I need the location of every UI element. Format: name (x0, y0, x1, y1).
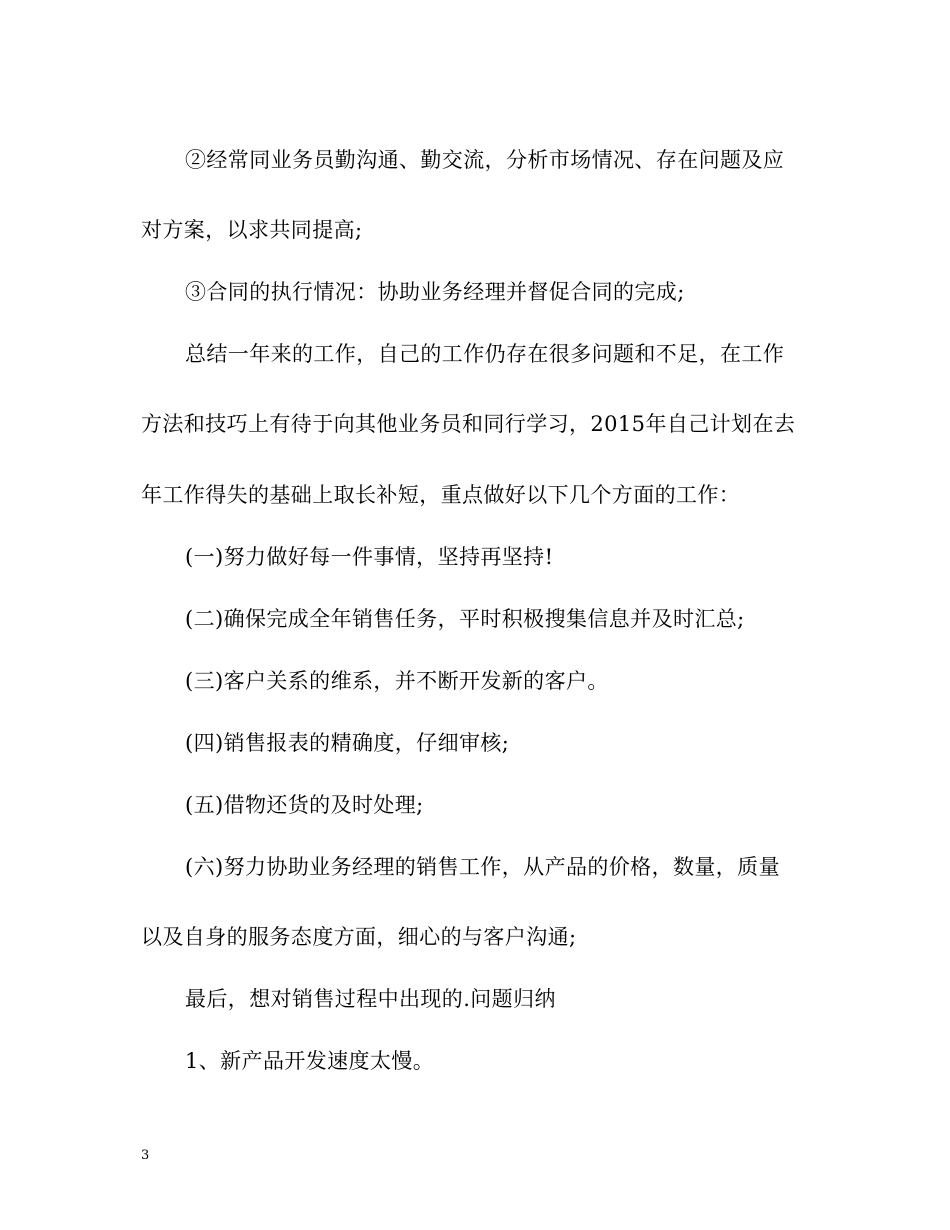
list-item: (四)销售报表的精确度，仔细审核; (185, 731, 510, 755)
list-item: (一)努力做好每一件事情，坚持再坚持! (185, 545, 554, 569)
list-item: (二)确保完成全年销售任务，平时积极搜集信息并及时汇总; (185, 607, 745, 631)
paragraph-line: 年工作得失的基础上取长补短，重点做好以下几个方面的工作： (141, 483, 741, 507)
paragraph-line: ③合同的执行情况：协助业务经理并督促合同的完成; (185, 280, 685, 304)
list-item: (六)努力协助业务经理的销售工作，从产品的价格，数量，质量 (185, 855, 780, 879)
paragraph-line: 对方案，以求共同提高; (141, 218, 363, 242)
paragraph-line: 最后，想对销售过程中出现的.问题归纳 (185, 987, 556, 1011)
paragraph-line: 总结一年来的工作，自己的工作仍存在很多问题和不足，在工作 (185, 342, 785, 366)
paragraph-line: 方法和技巧上有待于向其他业务员和同行学习，2015年自己计划在去 (141, 412, 796, 436)
list-item: (五)借物还货的及时处理; (185, 793, 424, 817)
list-item: (三)客户关系的维系，并不断开发新的客户。 (185, 669, 609, 693)
list-item: 以及自身的服务态度方面，细心的与客户沟通; (141, 925, 577, 949)
paragraph-line: 1、新产品开发速度太慢。 (185, 1049, 435, 1073)
page-number: 3 (141, 1148, 150, 1163)
paragraph-line: ②经常同业务员勤沟通、勤交流，分析市场情况、存在问题及应 (185, 148, 785, 172)
